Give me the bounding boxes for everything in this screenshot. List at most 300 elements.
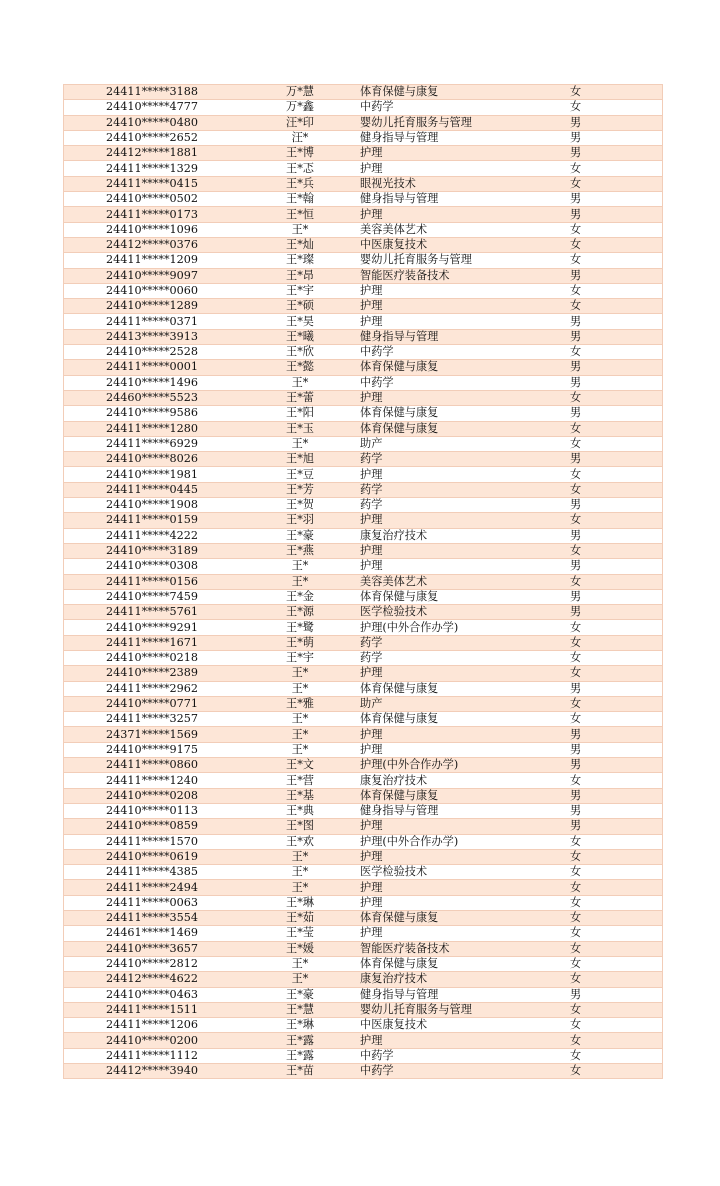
student-name-cell: 王*豪 <box>240 987 360 1002</box>
candidate-id-cell: 24411*****0445 <box>64 482 241 497</box>
major-cell: 护理 <box>360 513 560 528</box>
major-cell: 药学 <box>360 452 560 467</box>
major-cell: 护理 <box>360 283 560 298</box>
candidate-id-cell: 24411*****0063 <box>64 895 241 910</box>
candidate-id-cell: 24411*****0415 <box>64 176 241 191</box>
table-row <box>64 360 663 375</box>
major-cell: 助产 <box>360 436 560 451</box>
student-name-cell: 王*慧 <box>240 1002 360 1017</box>
student-name-cell: 王*雅 <box>240 696 360 711</box>
student-name-cell: 王*蕾 <box>240 390 360 405</box>
table-row <box>64 681 663 696</box>
candidate-id-cell: 24410*****2389 <box>64 666 241 681</box>
table-row <box>64 329 663 344</box>
student-name-cell: 王* <box>240 865 360 880</box>
student-name-cell: 王*玉 <box>240 421 360 436</box>
candidate-id-cell: 24411*****3554 <box>64 911 241 926</box>
gender-cell: 女 <box>560 773 663 788</box>
student-name-cell: 王*博 <box>240 146 360 161</box>
major-cell: 健身指导与管理 <box>360 329 560 344</box>
gender-cell: 男 <box>560 788 663 803</box>
gender-cell: 女 <box>560 345 663 360</box>
gender-cell: 女 <box>560 1048 663 1063</box>
student-name-cell: 王*茹 <box>240 911 360 926</box>
major-cell: 护理 <box>360 819 560 834</box>
gender-cell: 男 <box>560 803 663 818</box>
table-row <box>64 345 663 360</box>
gender-cell: 女 <box>560 513 663 528</box>
major-cell: 护理 <box>360 895 560 910</box>
candidate-id-cell: 24410*****0771 <box>64 696 241 711</box>
major-cell: 康复治疗技术 <box>360 972 560 987</box>
candidate-id-cell: 24411*****2962 <box>64 681 241 696</box>
student-name-cell: 王*硕 <box>240 299 360 314</box>
gender-cell: 男 <box>560 207 663 222</box>
gender-cell: 男 <box>560 452 663 467</box>
candidate-id-cell: 24410*****0113 <box>64 803 241 818</box>
student-name-cell: 王*露 <box>240 1048 360 1063</box>
gender-cell: 女 <box>560 436 663 451</box>
table-row <box>64 467 663 482</box>
student-name-cell: 万*慧 <box>240 85 360 100</box>
gender-cell: 女 <box>560 85 663 100</box>
candidate-id-cell: 24410*****0859 <box>64 819 241 834</box>
student-name-cell: 王* <box>240 727 360 742</box>
gender-cell: 男 <box>560 329 663 344</box>
candidate-id-cell: 24410*****1981 <box>64 467 241 482</box>
major-cell: 中药学 <box>360 1064 560 1079</box>
candidate-id-cell: 24410*****9097 <box>64 268 241 283</box>
table-row <box>64 1018 663 1033</box>
gender-cell: 女 <box>560 1002 663 1017</box>
table-row <box>64 207 663 222</box>
candidate-id-cell: 24411*****1511 <box>64 1002 241 1017</box>
major-cell: 健身指导与管理 <box>360 192 560 207</box>
major-cell: 中药学 <box>360 375 560 390</box>
student-table-body <box>64 85 663 1079</box>
gender-cell: 女 <box>560 696 663 711</box>
student-name-cell: 王*曦 <box>240 329 360 344</box>
gender-cell: 女 <box>560 299 663 314</box>
student-name-cell: 王* <box>240 880 360 895</box>
major-cell: 护理 <box>360 467 560 482</box>
gender-cell: 男 <box>560 681 663 696</box>
major-cell: 药学 <box>360 498 560 513</box>
gender-cell: 男 <box>560 406 663 421</box>
gender-cell: 女 <box>560 911 663 926</box>
table-row <box>64 1048 663 1063</box>
gender-cell: 女 <box>560 941 663 956</box>
table-row <box>64 941 663 956</box>
table-row <box>64 375 663 390</box>
table-row <box>64 161 663 176</box>
gender-cell: 男 <box>560 987 663 1002</box>
table-row <box>64 1033 663 1048</box>
major-cell: 护理 <box>360 1033 560 1048</box>
student-name-cell: 王* <box>240 956 360 971</box>
table-row <box>64 299 663 314</box>
gender-cell: 女 <box>560 253 663 268</box>
student-name-cell: 王* <box>240 712 360 727</box>
student-name-cell: 王*琳 <box>240 1018 360 1033</box>
student-name-cell: 王* <box>240 574 360 589</box>
gender-cell: 女 <box>560 283 663 298</box>
gender-cell: 男 <box>560 115 663 130</box>
student-name-cell: 王*典 <box>240 803 360 818</box>
student-name-cell: 王*豪 <box>240 528 360 543</box>
candidate-id-cell: 24411*****0159 <box>64 513 241 528</box>
student-name-cell: 王*旭 <box>240 452 360 467</box>
table-row <box>64 146 663 161</box>
major-cell: 护理(中外合作办学) <box>360 758 560 773</box>
table-row <box>64 528 663 543</box>
student-name-cell: 王*媛 <box>240 941 360 956</box>
student-name-cell: 王* <box>240 559 360 574</box>
candidate-id-cell: 24412*****1881 <box>64 146 241 161</box>
major-cell: 护理(中外合作办学) <box>360 834 560 849</box>
student-name-cell: 王*懿 <box>240 360 360 375</box>
gender-cell: 男 <box>560 192 663 207</box>
student-name-cell: 王*芳 <box>240 482 360 497</box>
table-row <box>64 436 663 451</box>
gender-cell: 女 <box>560 467 663 482</box>
major-cell: 健身指导与管理 <box>360 130 560 145</box>
student-name-cell: 王*基 <box>240 788 360 803</box>
student-name-cell: 王*宇 <box>240 283 360 298</box>
table-row <box>64 115 663 130</box>
student-name-cell: 王*阳 <box>240 406 360 421</box>
major-cell: 智能医疗装备技术 <box>360 268 560 283</box>
student-name-cell: 王*璨 <box>240 253 360 268</box>
major-cell: 药学 <box>360 635 560 650</box>
student-name-cell: 王* <box>240 849 360 864</box>
student-name-cell: 王*灿 <box>240 237 360 252</box>
gender-cell: 女 <box>560 956 663 971</box>
candidate-id-cell: 24410*****3189 <box>64 543 241 558</box>
candidate-id-cell: 24410*****8026 <box>64 452 241 467</box>
table-row <box>64 834 663 849</box>
gender-cell: 女 <box>560 100 663 115</box>
candidate-id-cell: 24410*****2528 <box>64 345 241 360</box>
gender-cell: 男 <box>560 360 663 375</box>
candidate-id-cell: 24411*****5761 <box>64 605 241 620</box>
gender-cell: 女 <box>560 972 663 987</box>
student-name-cell: 王*图 <box>240 819 360 834</box>
candidate-id-cell: 24410*****1496 <box>64 375 241 390</box>
table-row <box>64 513 663 528</box>
major-cell: 中医康复技术 <box>360 237 560 252</box>
gender-cell: 男 <box>560 559 663 574</box>
table-row <box>64 727 663 742</box>
table-row <box>64 773 663 788</box>
major-cell: 中医康复技术 <box>360 1018 560 1033</box>
student-name-cell: 汪* <box>240 130 360 145</box>
table-row <box>64 253 663 268</box>
table-row <box>64 100 663 115</box>
gender-cell: 男 <box>560 758 663 773</box>
table-row <box>64 589 663 604</box>
candidate-id-cell: 24461*****1469 <box>64 926 241 941</box>
candidate-id-cell: 24410*****2812 <box>64 956 241 971</box>
gender-cell: 男 <box>560 268 663 283</box>
gender-cell: 女 <box>560 712 663 727</box>
major-cell: 护理 <box>360 146 560 161</box>
table-row <box>64 1064 663 1079</box>
student-name-cell: 王*营 <box>240 773 360 788</box>
gender-cell: 女 <box>560 849 663 864</box>
student-name-cell: 王*源 <box>240 605 360 620</box>
candidate-id-cell: 24410*****9175 <box>64 742 241 757</box>
gender-cell: 女 <box>560 1018 663 1033</box>
student-name-cell: 万*鑫 <box>240 100 360 115</box>
candidate-id-cell: 24410*****0480 <box>64 115 241 130</box>
gender-cell: 男 <box>560 375 663 390</box>
gender-cell: 男 <box>560 589 663 604</box>
student-name-cell: 汪*印 <box>240 115 360 130</box>
table-row <box>64 849 663 864</box>
candidate-id-cell: 24410*****9586 <box>64 406 241 421</box>
gender-cell: 女 <box>560 390 663 405</box>
major-cell: 药学 <box>360 650 560 665</box>
major-cell: 助产 <box>360 696 560 711</box>
student-name-cell: 王*萌 <box>240 635 360 650</box>
table-row <box>64 696 663 711</box>
table-row <box>64 788 663 803</box>
candidate-id-cell: 24411*****4385 <box>64 865 241 880</box>
major-cell: 护理 <box>360 207 560 222</box>
table-row <box>64 421 663 436</box>
major-cell: 护理 <box>360 543 560 558</box>
table-row <box>64 911 663 926</box>
table-row <box>64 543 663 558</box>
major-cell: 护理 <box>360 849 560 864</box>
candidate-id-cell: 24413*****3913 <box>64 329 241 344</box>
major-cell: 智能医疗装备技术 <box>360 941 560 956</box>
candidate-id-cell: 24411*****1570 <box>64 834 241 849</box>
student-name-cell: 王* <box>240 681 360 696</box>
major-cell: 护理 <box>360 666 560 681</box>
table-row <box>64 406 663 421</box>
gender-cell: 男 <box>560 819 663 834</box>
candidate-id-cell: 24411*****1671 <box>64 635 241 650</box>
table-row <box>64 956 663 971</box>
major-cell: 护理 <box>360 559 560 574</box>
table-row <box>64 712 663 727</box>
candidate-id-cell: 24410*****0218 <box>64 650 241 665</box>
candidate-id-cell: 24410*****0463 <box>64 987 241 1002</box>
student-table <box>63 84 663 1079</box>
table-row <box>64 803 663 818</box>
table-row <box>64 452 663 467</box>
major-cell: 护理 <box>360 390 560 405</box>
major-cell: 中药学 <box>360 100 560 115</box>
table-row <box>64 666 663 681</box>
table-row <box>64 268 663 283</box>
candidate-id-cell: 24411*****1209 <box>64 253 241 268</box>
student-name-cell: 王*宇 <box>240 650 360 665</box>
table-row <box>64 987 663 1002</box>
gender-cell: 女 <box>560 880 663 895</box>
major-cell: 体育保健与康复 <box>360 956 560 971</box>
candidate-id-cell: 24411*****6929 <box>64 436 241 451</box>
student-name-cell: 王*兵 <box>240 176 360 191</box>
major-cell: 医学检验技术 <box>360 605 560 620</box>
major-cell: 体育保健与康复 <box>360 681 560 696</box>
gender-cell: 女 <box>560 176 663 191</box>
table-row <box>64 972 663 987</box>
table-row <box>64 390 663 405</box>
table-row <box>64 1002 663 1017</box>
candidate-id-cell: 24410*****0200 <box>64 1033 241 1048</box>
candidate-id-cell: 24460*****5523 <box>64 390 241 405</box>
gender-cell: 女 <box>560 1064 663 1079</box>
candidate-id-cell: 24411*****3188 <box>64 85 241 100</box>
major-cell: 护理(中外合作办学) <box>360 620 560 635</box>
major-cell: 健身指导与管理 <box>360 803 560 818</box>
table-row <box>64 237 663 252</box>
major-cell: 护理 <box>360 742 560 757</box>
student-name-cell: 王*露 <box>240 1033 360 1048</box>
major-cell: 康复治疗技术 <box>360 773 560 788</box>
student-name-cell: 王* <box>240 375 360 390</box>
major-cell: 体育保健与康复 <box>360 788 560 803</box>
table-row <box>64 742 663 757</box>
major-cell: 体育保健与康复 <box>360 911 560 926</box>
student-name-cell: 王*恒 <box>240 207 360 222</box>
candidate-id-cell: 24410*****9291 <box>64 620 241 635</box>
table-row <box>64 819 663 834</box>
table-row <box>64 620 663 635</box>
student-list-sheet <box>63 84 651 1079</box>
student-name-cell: 王*贺 <box>240 498 360 513</box>
gender-cell: 男 <box>560 528 663 543</box>
candidate-id-cell: 24410*****1289 <box>64 299 241 314</box>
table-row <box>64 482 663 497</box>
gender-cell: 女 <box>560 574 663 589</box>
major-cell: 中药学 <box>360 345 560 360</box>
major-cell: 眼视光技术 <box>360 176 560 191</box>
table-row <box>64 176 663 191</box>
table-row <box>64 926 663 941</box>
table-row <box>64 895 663 910</box>
major-cell: 体育保健与康复 <box>360 406 560 421</box>
gender-cell: 女 <box>560 926 663 941</box>
table-row <box>64 283 663 298</box>
gender-cell: 女 <box>560 666 663 681</box>
candidate-id-cell: 24410*****4777 <box>64 100 241 115</box>
candidate-id-cell: 24410*****1096 <box>64 222 241 237</box>
candidate-id-cell: 24411*****0860 <box>64 758 241 773</box>
candidate-id-cell: 24410*****0619 <box>64 849 241 864</box>
student-name-cell: 王*鹭 <box>240 620 360 635</box>
major-cell: 婴幼儿托育服务与管理 <box>360 1002 560 1017</box>
candidate-id-cell: 24411*****4222 <box>64 528 241 543</box>
major-cell: 体育保健与康复 <box>360 85 560 100</box>
gender-cell: 男 <box>560 727 663 742</box>
table-row <box>64 222 663 237</box>
major-cell: 体育保健与康复 <box>360 360 560 375</box>
student-name-cell: 王*欢 <box>240 834 360 849</box>
gender-cell: 女 <box>560 620 663 635</box>
table-row <box>64 130 663 145</box>
major-cell: 中药学 <box>360 1048 560 1063</box>
student-name-cell: 王*昊 <box>240 314 360 329</box>
student-name-cell: 王*苗 <box>240 1064 360 1079</box>
table-row <box>64 865 663 880</box>
student-name-cell: 王*文 <box>240 758 360 773</box>
gender-cell: 男 <box>560 314 663 329</box>
candidate-id-cell: 24411*****0371 <box>64 314 241 329</box>
major-cell: 美容美体艺术 <box>360 222 560 237</box>
gender-cell: 女 <box>560 237 663 252</box>
candidate-id-cell: 24410*****2652 <box>64 130 241 145</box>
major-cell: 药学 <box>360 482 560 497</box>
candidate-id-cell: 24411*****2494 <box>64 880 241 895</box>
gender-cell: 男 <box>560 498 663 513</box>
major-cell: 护理 <box>360 926 560 941</box>
candidate-id-cell: 24411*****1329 <box>64 161 241 176</box>
major-cell: 美容美体艺术 <box>360 574 560 589</box>
gender-cell: 女 <box>560 895 663 910</box>
major-cell: 康复治疗技术 <box>360 528 560 543</box>
major-cell: 婴幼儿托育服务与管理 <box>360 115 560 130</box>
student-name-cell: 王* <box>240 436 360 451</box>
candidate-id-cell: 24412*****4622 <box>64 972 241 987</box>
gender-cell: 女 <box>560 421 663 436</box>
student-name-cell: 王* <box>240 972 360 987</box>
candidate-id-cell: 24411*****0156 <box>64 574 241 589</box>
gender-cell: 女 <box>560 1033 663 1048</box>
candidate-id-cell: 24411*****0173 <box>64 207 241 222</box>
student-name-cell: 王*燕 <box>240 543 360 558</box>
gender-cell: 女 <box>560 635 663 650</box>
gender-cell: 男 <box>560 605 663 620</box>
gender-cell: 女 <box>560 834 663 849</box>
major-cell: 体育保健与康复 <box>360 712 560 727</box>
student-name-cell: 王*羽 <box>240 513 360 528</box>
student-name-cell: 王*金 <box>240 589 360 604</box>
gender-cell: 女 <box>560 222 663 237</box>
student-name-cell: 王* <box>240 742 360 757</box>
gender-cell: 女 <box>560 865 663 880</box>
student-name-cell: 王*昂 <box>240 268 360 283</box>
candidate-id-cell: 24411*****0001 <box>64 360 241 375</box>
major-cell: 体育保健与康复 <box>360 589 560 604</box>
table-row <box>64 498 663 513</box>
candidate-id-cell: 24410*****0208 <box>64 788 241 803</box>
candidate-id-cell: 24411*****1240 <box>64 773 241 788</box>
candidate-id-cell: 24411*****1206 <box>64 1018 241 1033</box>
student-name-cell: 王* <box>240 222 360 237</box>
major-cell: 婴幼儿托育服务与管理 <box>360 253 560 268</box>
major-cell: 护理 <box>360 880 560 895</box>
candidate-id-cell: 24410*****0308 <box>64 559 241 574</box>
candidate-id-cell: 24412*****0376 <box>64 237 241 252</box>
major-cell: 护理 <box>360 314 560 329</box>
candidate-id-cell: 24410*****0060 <box>64 283 241 298</box>
gender-cell: 女 <box>560 650 663 665</box>
gender-cell: 女 <box>560 482 663 497</box>
major-cell: 护理 <box>360 299 560 314</box>
gender-cell: 男 <box>560 742 663 757</box>
table-row <box>64 559 663 574</box>
table-row <box>64 574 663 589</box>
major-cell: 体育保健与康复 <box>360 421 560 436</box>
gender-cell: 女 <box>560 161 663 176</box>
table-row <box>64 605 663 620</box>
candidate-id-cell: 24411*****3257 <box>64 712 241 727</box>
student-name-cell: 王*豆 <box>240 467 360 482</box>
